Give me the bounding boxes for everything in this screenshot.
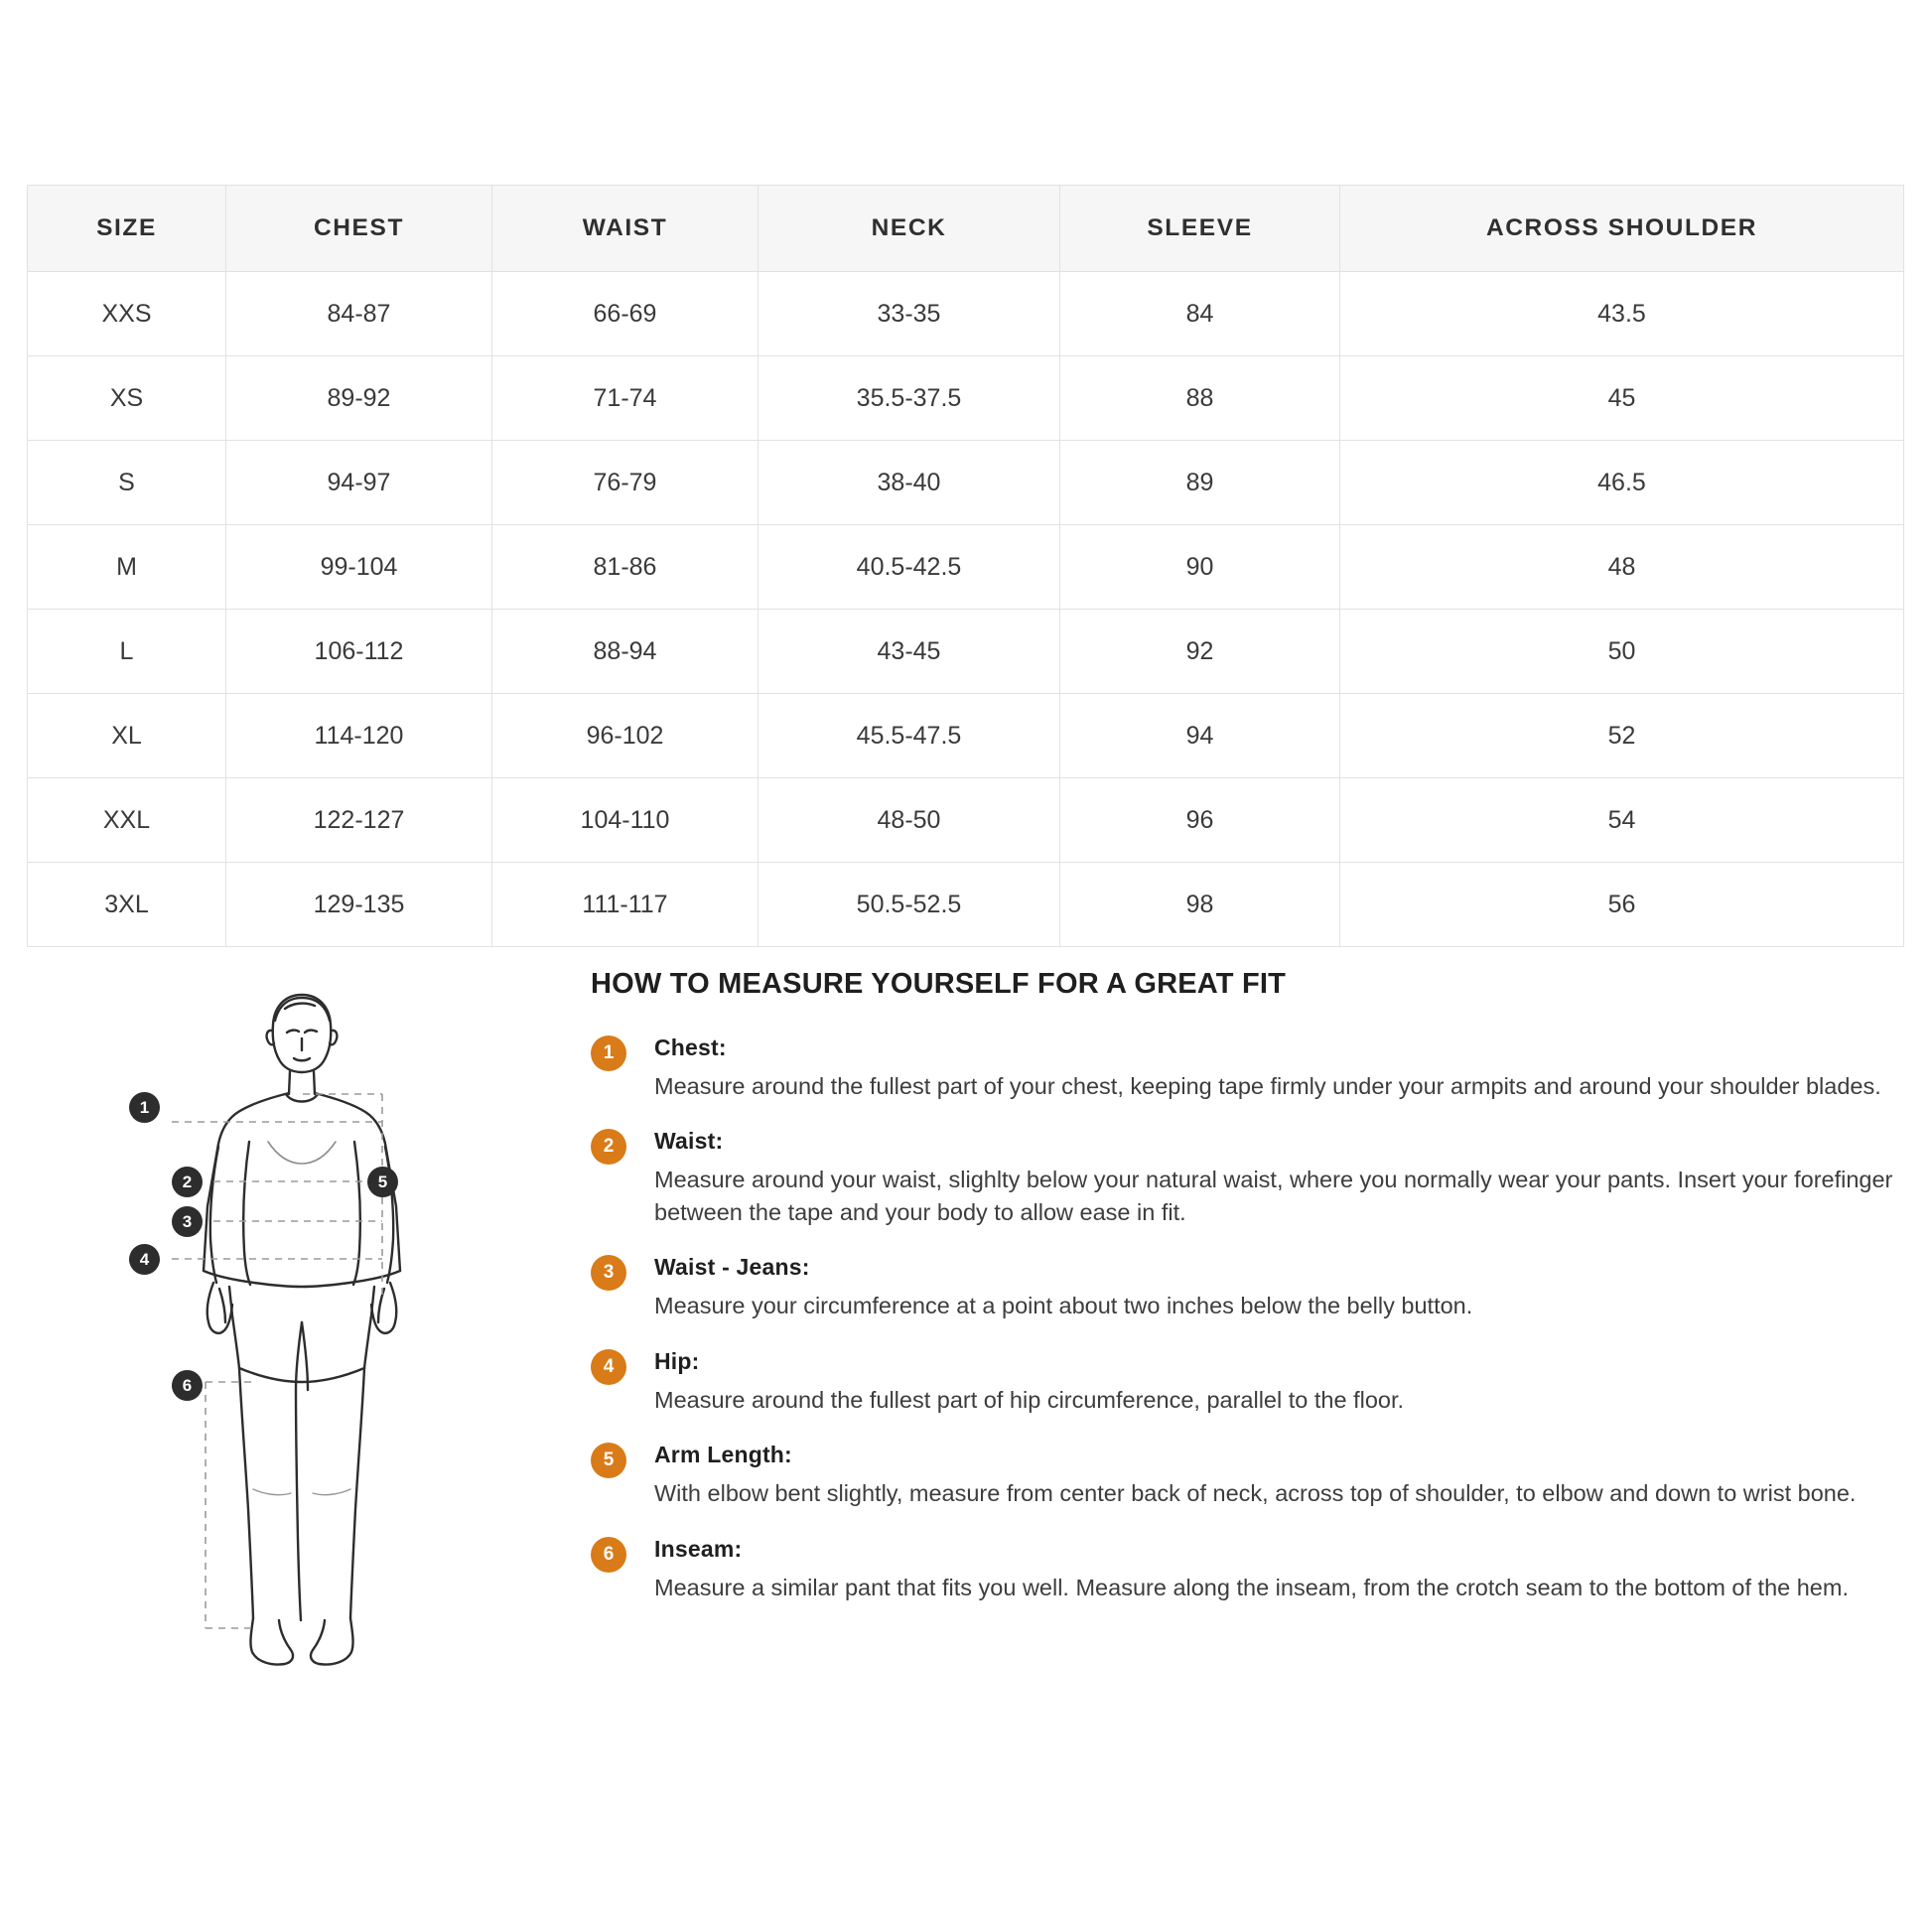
cell-neck: 48-50: [759, 778, 1060, 863]
cell-sleeve: 92: [1060, 610, 1340, 694]
cell-sleeve: 90: [1060, 525, 1340, 610]
cell-size: 3XL: [28, 863, 226, 947]
column-header-across-shoulder: ACROSS SHOULDER: [1340, 186, 1904, 272]
column-header-chest: CHEST: [226, 186, 492, 272]
guide-text-waist-jeans: Measure your circumference at a point about two inches below the belly button.: [654, 1293, 1473, 1319]
guide-label-waist-jeans: Waist - Jeans:: [654, 1254, 810, 1281]
cell-size: S: [28, 441, 226, 525]
cell-waist: 66-69: [492, 272, 759, 356]
guide-badge-1: 1: [591, 1035, 626, 1071]
column-header-waist: WAIST: [492, 186, 759, 272]
guide-label-inseam: Inseam:: [654, 1535, 743, 1562]
guide-badge-5: 5: [591, 1443, 626, 1478]
cell-waist: 111-117: [492, 863, 759, 947]
figure-marker-6: 6: [172, 1370, 203, 1401]
guide-item-inseam: [591, 1536, 1901, 1603]
cell-sleeve: 96: [1060, 778, 1340, 863]
guide-text-inseam: Measure a similar pant that fits you well. Measure along the inseam, from the crotch seam to the bottom of the hem.: [654, 1574, 1849, 1600]
figure-marker-3: 3: [172, 1206, 203, 1237]
table-row: [28, 778, 1904, 863]
cell-chest: 106-112: [226, 610, 492, 694]
table-row: [28, 441, 1904, 525]
size-table-head: [28, 186, 1904, 272]
cell-waist: 71-74: [492, 356, 759, 441]
cell-waist: 76-79: [492, 441, 759, 525]
cell-across-shoulder: 46.5: [1340, 441, 1904, 525]
guide-text-arm-length: With elbow bent slightly, measure from center back of neck, across top of shoulder, to elbow and down to wrist bone.: [654, 1480, 1857, 1507]
cell-across-shoulder: 43.5: [1340, 272, 1904, 356]
guide-item-waist: [591, 1128, 1901, 1228]
table-row: [28, 525, 1904, 610]
cell-neck: 43-45: [759, 610, 1060, 694]
guide-item-waist-jeans: [591, 1254, 1901, 1321]
cell-neck: 40.5-42.5: [759, 525, 1060, 610]
table-row: [28, 272, 1904, 356]
size-table: [27, 185, 1904, 947]
guide-label-chest: Chest:: [654, 1035, 727, 1060]
table-row: [28, 694, 1904, 778]
cell-size: XXL: [28, 778, 226, 863]
cell-neck: 33-35: [759, 272, 1060, 356]
guide-item-chest: [591, 1035, 1901, 1102]
cell-waist: 96-102: [492, 694, 759, 778]
guide-label-hip: Hip:: [654, 1347, 700, 1374]
cell-across-shoulder: 52: [1340, 694, 1904, 778]
table-header-row: [28, 186, 1904, 272]
cell-neck: 35.5-37.5: [759, 356, 1060, 441]
table-row: [28, 863, 1904, 947]
guide-badge-2: 2: [591, 1129, 626, 1165]
cell-size: M: [28, 525, 226, 610]
cell-chest: 89-92: [226, 356, 492, 441]
guide-text-chest: Measure around the fullest part of your chest, keeping tape firmly under your armpits and around your shoulder blades.: [654, 1073, 1881, 1099]
cell-neck: 45.5-47.5: [759, 694, 1060, 778]
cell-across-shoulder: 54: [1340, 778, 1904, 863]
table-row: [28, 356, 1904, 441]
cell-chest: 122-127: [226, 778, 492, 863]
guide-label-arm-length: Arm Length:: [654, 1442, 792, 1468]
cell-waist: 81-86: [492, 525, 759, 610]
measurement-figure: [55, 973, 581, 1688]
cell-across-shoulder: 50: [1340, 610, 1904, 694]
guide-text-hip: Measure around the fullest part of hip circumference, parallel to the floor.: [654, 1386, 1405, 1413]
cell-chest: 84-87: [226, 272, 492, 356]
guide-title: HOW TO MEASURE YOURSELF FOR A GREAT FIT: [591, 968, 1287, 1000]
size-table-body: [28, 272, 1904, 947]
guide-badge-6: 6: [591, 1537, 626, 1573]
cell-size: XL: [28, 694, 226, 778]
figure-marker-2: 2: [172, 1167, 203, 1197]
column-header-neck: NECK: [759, 186, 1060, 272]
figure-marker-4: 4: [129, 1244, 160, 1275]
cell-sleeve: 89: [1060, 441, 1340, 525]
cell-chest: 99-104: [226, 525, 492, 610]
cell-across-shoulder: 45: [1340, 356, 1904, 441]
cell-sleeve: 88: [1060, 356, 1340, 441]
guide-item-hip: [591, 1348, 1901, 1416]
guide-badge-4: 4: [591, 1349, 626, 1385]
cell-size: XS: [28, 356, 226, 441]
figure-marker-1: 1: [129, 1092, 160, 1123]
column-header-sleeve: SLEEVE: [1060, 186, 1340, 272]
cell-sleeve: 84: [1060, 272, 1340, 356]
cell-waist: 104-110: [492, 778, 759, 863]
guide-label-waist: Waist:: [654, 1128, 724, 1155]
cell-chest: 114-120: [226, 694, 492, 778]
guide-text-waist: Measure around your waist, slighlty below your natural waist, where you normally wear your pants. Insert your forefinger between the tape and your body to allow ease in fit.: [654, 1167, 1893, 1225]
cell-size: L: [28, 610, 226, 694]
cell-chest: 129-135: [226, 863, 492, 947]
table-row: [28, 610, 1904, 694]
cell-chest: 94-97: [226, 441, 492, 525]
cell-across-shoulder: 48: [1340, 525, 1904, 610]
body-diagram-svg: [55, 973, 581, 1688]
figure-marker-5: 5: [367, 1167, 398, 1197]
size-table-container: [27, 185, 1903, 947]
guide-item-arm-length: [591, 1442, 1901, 1509]
cell-sleeve: 98: [1060, 863, 1340, 947]
how-to-measure-section: [591, 968, 1901, 1629]
guide-badge-3: 3: [591, 1255, 626, 1291]
cell-neck: 50.5-52.5: [759, 863, 1060, 947]
cell-neck: 38-40: [759, 441, 1060, 525]
cell-across-shoulder: 56: [1340, 863, 1904, 947]
column-header-size: SIZE: [28, 186, 226, 272]
cell-size: XXS: [28, 272, 226, 356]
cell-waist: 88-94: [492, 610, 759, 694]
cell-sleeve: 94: [1060, 694, 1340, 778]
